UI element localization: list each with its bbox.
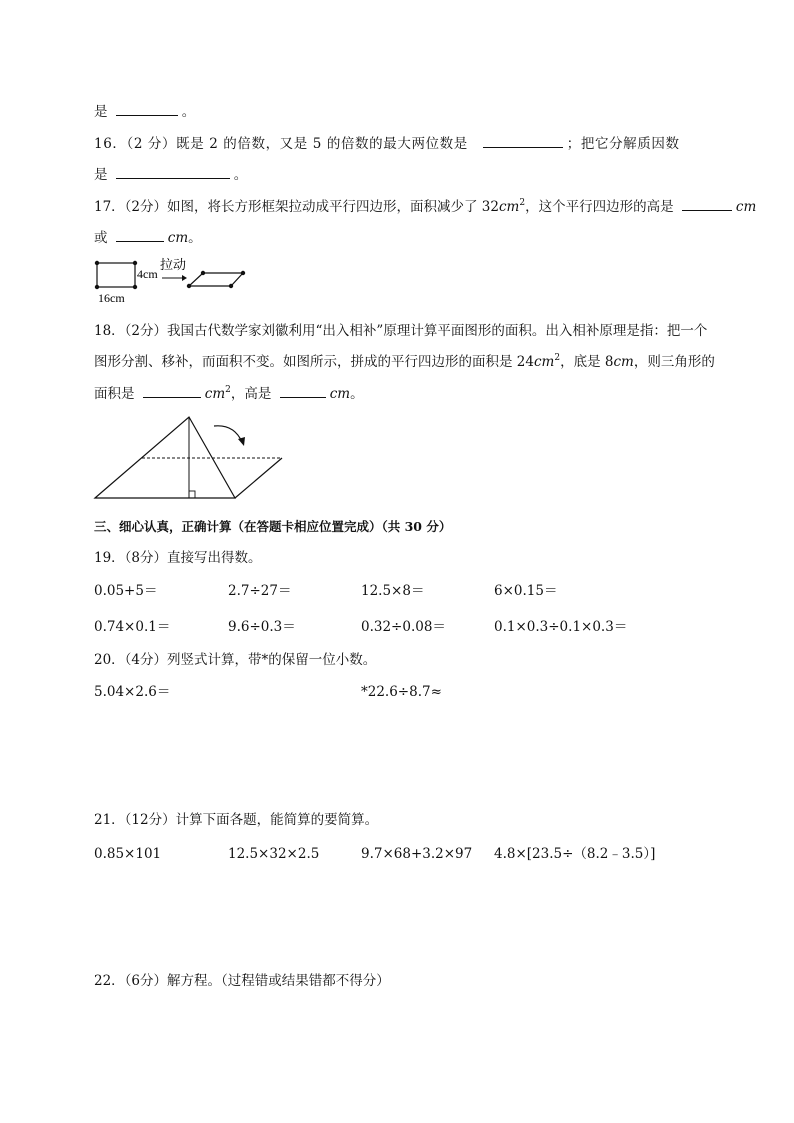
q18-answer-blank-1[interactable] xyxy=(143,384,201,398)
height-label: 4cm xyxy=(137,267,158,281)
q20-item: *22.6÷8.7≈ xyxy=(361,684,442,700)
section-3-heading: 三、细心认真，正确计算（在答题卡相应位置完成）（共 30 分） xyxy=(94,519,452,534)
q22-title: 22．（6分）解方程。（过程错或结果错都不得分） xyxy=(94,973,390,989)
q19-item: 0.74×0.1＝ xyxy=(94,619,171,635)
q19-item: 0.32÷0.08＝ xyxy=(361,619,446,635)
q20-item: 5.04×2.6＝ xyxy=(94,684,171,700)
q16-answer-blank-2[interactable] xyxy=(116,165,230,179)
width-label: 16cm xyxy=(98,291,125,305)
q17-answer-blank-2[interactable] xyxy=(116,228,164,242)
q21-item: 4.8×[23.5÷（8.2﹣3.5）] xyxy=(494,846,656,862)
pull-label: 拉动 xyxy=(160,258,187,273)
q15-answer-blank[interactable] xyxy=(116,102,178,116)
q19-item: 12.5×8＝ xyxy=(361,583,425,599)
q21-item: 12.5×32×2.5 xyxy=(228,846,320,862)
q19-item: 6×0.15＝ xyxy=(494,583,558,599)
q18-question-cont-1: 图形分割、移补，而面积不变。如图所示，拼成的平行四边形的面积是 $24cm^2$，底是 8cm，则三角形的 xyxy=(94,353,715,370)
q21-item: 0.85×101 xyxy=(94,846,162,862)
rotate-arrow-icon xyxy=(214,426,242,442)
q21-item: 9.7×68+3.2×97 xyxy=(361,846,473,862)
q19-item: 2.7÷27＝ xyxy=(228,583,292,599)
q16-question-cont: 是 。 xyxy=(94,167,248,183)
q18-question-cont-2: 面积是 $cm^2$，高是 cm。 xyxy=(94,385,364,402)
q17-question-cont: 或 cm。 xyxy=(94,230,202,246)
q19-title: 19．（8分）直接写出得数。 xyxy=(94,550,262,566)
q16-question: 16．（2 分）既是 2 的倍数，又是 5 的倍数的最大两位数是 ；把它分解质因数 xyxy=(94,136,680,152)
q18-figure xyxy=(94,412,294,502)
rectangle-frame xyxy=(97,263,135,287)
q17-question: 17．（2分）如图，将长方形框架拉动成平行四边形，面积减少了 $32cm^2$，这个平行四边形的高是 cm xyxy=(94,198,757,215)
q18-answer-blank-2[interactable] xyxy=(280,384,326,398)
q20-title: 20．（4分）列竖式计算，带*的保留一位小数。 xyxy=(94,652,377,668)
q19-item: 0.05+5＝ xyxy=(94,583,158,599)
q16-answer-blank-1[interactable] xyxy=(483,134,563,148)
right-angle-mark xyxy=(189,491,195,498)
parallelogram-frame xyxy=(189,273,243,286)
q19-item: 0.1×0.3÷0.1×0.3＝ xyxy=(494,619,628,635)
q19-item: 9.6÷0.3＝ xyxy=(228,619,296,635)
q21-title: 21．（12分）计算下面各题，能简算的要简算。 xyxy=(94,812,379,828)
q17-answer-blank-1[interactable] xyxy=(682,197,732,211)
moved-piece-edge xyxy=(235,458,282,498)
q15-answer-line: 是 。 xyxy=(94,104,196,120)
q17-figure xyxy=(88,256,258,306)
q18-question: 18．（2分）我国古代数学家刘徽利用“出入相补”原理计算平面图形的面积。出入相补原理是指：把一个 xyxy=(94,323,708,339)
